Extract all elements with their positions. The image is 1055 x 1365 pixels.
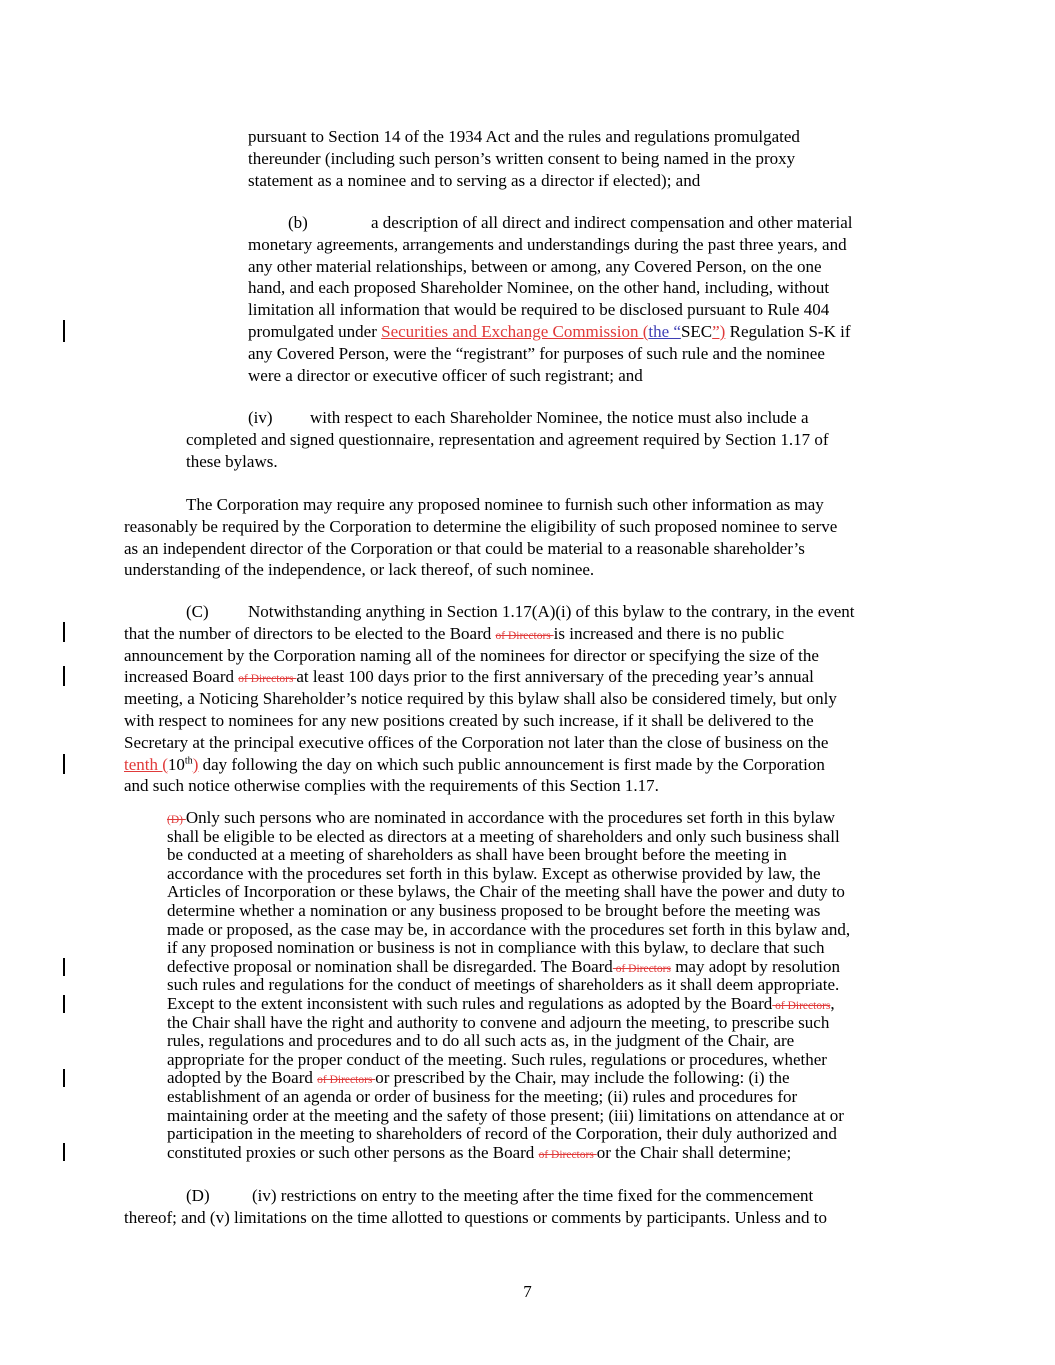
paragraph-continuation	[248, 126, 800, 191]
page-number: 7	[523, 1282, 532, 1301]
text-line: increased Board of Directors at least 100 days prior to the first anniversary of the preceding year’s annual	[124, 667, 814, 687]
text-line: meeting, a Noticing Shareholder’s notice required by this bylaw shall also be considered timely, but only	[124, 689, 837, 709]
text-line: these bylaws.	[186, 451, 278, 471]
text-line: any other material relationships, between or among, any Covered Person, on the one	[248, 256, 822, 276]
paragraph-b	[248, 212, 851, 386]
text-line: any Covered Person, were the “registrant” for purposes of such rule and the nominee	[248, 343, 825, 363]
text-line: reasonably be required by the Corporation to determine the eligibility of such proposed nominee to serve	[124, 516, 838, 536]
text-line: shall be eligible to be elected as directors at a meeting of shareholders and only such business shall	[167, 826, 840, 846]
text-line: announcement by the Corporation naming all of the nominees for director or specifying the size of the	[124, 645, 819, 665]
text-line: (iv) restrictions on entry to the meeting after the time fixed for the commencement	[252, 1186, 814, 1205]
text-line: The Corporation may require any proposed nominee to furnish such other information as may	[186, 495, 824, 514]
inserted-text: Securities and Exchange Commission (	[381, 321, 649, 341]
inserted-text: )	[192, 754, 199, 774]
paragraph-iv	[186, 407, 828, 472]
change-bar	[63, 958, 65, 976]
text-line: a description of all direct and indirect compensation and other material	[371, 213, 853, 232]
inserted-text: the “	[648, 321, 681, 341]
text-line: statement as a nominee and to serving as a director if elected); and	[248, 170, 701, 190]
text-line: completed and signed questionnaire, representation and agreement required by Section 1.17 of	[186, 429, 829, 449]
paragraph-d-new	[124, 1185, 827, 1229]
text-line: pursuant to Section 14 of the 1934 Act and the rules and regulations promulgated	[248, 127, 800, 146]
text-line: that the number of directors to be elected to the Board of Directors is increased and there is no public	[124, 623, 785, 643]
inserted-text: tenth (	[124, 754, 168, 774]
change-bar	[63, 1069, 65, 1087]
text-line: tenth (10th) day following the day on which such public announcement is first made by the Corporation	[124, 754, 825, 774]
deleted-text: of Directors	[538, 1148, 597, 1161]
text-line: constituted proxies or such other persons as the Board of Directors or the Chair shall determine;	[167, 1142, 792, 1162]
deleted-text: of Directors	[495, 629, 554, 642]
text-line: Except to the extent inconsistent with such rules and regulations as adopted by the Board of Directors,	[167, 993, 835, 1013]
paragraph-d-old	[167, 809, 850, 1162]
deleted-text: of Directors	[238, 673, 297, 686]
text-line: hand, and each proposed Shareholder Nominee, on the other hand, including, without	[248, 278, 830, 298]
deleted-text: (D)	[167, 814, 186, 826]
paragraph-c	[124, 601, 855, 797]
text-line: Secretary at the principal executive offices of the Corporation not later than the close of business on the	[124, 732, 829, 752]
text-line: adopted by the Board of Directors or prescribed by the Chair, may include the following: (i) the	[167, 1068, 790, 1088]
text-line: promulgated under Securities and Exchange Commission (the “SEC”) Regulation S-K if	[248, 321, 851, 341]
deleted-text: of Directors	[612, 962, 671, 975]
paragraph-label: (C)	[186, 602, 209, 621]
paragraph-label: (b)	[288, 213, 308, 232]
deleted-text: of Directors	[317, 1074, 376, 1087]
text-line: appropriate for the proper conduct of the meeting. Such rules, regulations or procedures, whether	[167, 1049, 827, 1069]
text-line: made or proposed, as the case may be, in accordance with the procedures set forth in this bylaw and,	[167, 919, 851, 939]
text-line: with respect to nominees for any new positions created by such increase, if it shall be delivered to the	[124, 710, 814, 730]
change-bar	[63, 1143, 65, 1161]
text-line: monetary agreements, arrangements and understandings during the past three years, and	[248, 234, 847, 254]
change-bar	[63, 666, 65, 686]
paragraph-label: (iv)	[248, 408, 273, 427]
text-line: establishment of an agenda or order of business for the meeting; (ii) rules and procedures for	[167, 1086, 798, 1106]
text-line: participation in the meeting to shareholders of record of the Corporation, their duly authorized and	[167, 1124, 837, 1144]
text-line: (D) Only such persons who are nominated in accordance with the procedures set forth in this bylaw	[167, 808, 835, 827]
text-line: Notwithstanding anything in Section 1.17(A)(i) of this bylaw to the contrary, in the event	[248, 602, 855, 621]
change-bar	[63, 754, 65, 774]
text-line: the Chair shall have the right and authority to convene and adjourn the meeting, to prescribe such	[167, 1012, 830, 1032]
text-line: rules, regulations and procedures and to do all such acts as, in the judgment of the Chair, are	[167, 1031, 795, 1051]
change-bar	[63, 622, 65, 642]
text-line: maintaining order at the meeting and the safety of those present; (iii) limitations on attendance at or	[167, 1105, 844, 1125]
text-line: determine whether a nomination or any business proposed to be brought before the meeting was	[167, 900, 821, 920]
text-line: accordance with the procedures set forth in this bylaw. Except as otherwise provided by law, the	[167, 863, 821, 883]
change-bar	[63, 320, 65, 342]
text-line: as an independent director of the Corporation or that could be material to a reasonable shareholder’s	[124, 538, 805, 558]
text-line: such rules and regulations for the conduct of meetings of shareholders as it shall deem appropriate.	[167, 975, 840, 995]
inserted-text: ”)	[712, 321, 726, 341]
text-line: Articles of Incorporation or these bylaws, the Chair of the meeting shall have the power and duty to	[167, 882, 845, 902]
change-bar	[63, 995, 65, 1013]
deleted-text: of Directors	[772, 999, 831, 1012]
text-line: defective proposal or nomination shall be disregarded. The Board of Directors may adopt by resolution	[167, 956, 840, 976]
text-line: were a director or executive officer of such registrant; and	[248, 365, 643, 385]
text-line: if any proposed nomination or business is not in compliance with this bylaw, to declare that such	[167, 938, 825, 958]
text-line: understanding of the independence, or lack thereof, of such nominee.	[124, 560, 595, 580]
text-line: thereof; and (v) limitations on the time allotted to questions or comments by participants. Unless and to	[124, 1207, 828, 1227]
paragraph-label: (D)	[186, 1186, 210, 1205]
text-line: be conducted at a meeting of shareholders as shall have been brought before the meeting in	[167, 845, 787, 865]
paragraph-corporation	[124, 494, 837, 581]
text-line: thereunder (including such person’s written consent to being named in the proxy	[248, 148, 796, 168]
text-line: limitation all information that would be required to be disclosed pursuant to Rule 404	[248, 300, 830, 320]
text-line: with respect to each Shareholder Nominee, the notice must also include a	[310, 408, 809, 427]
text-line: and such notice otherwise complies with the requirements of this Section 1.17.	[124, 776, 659, 796]
